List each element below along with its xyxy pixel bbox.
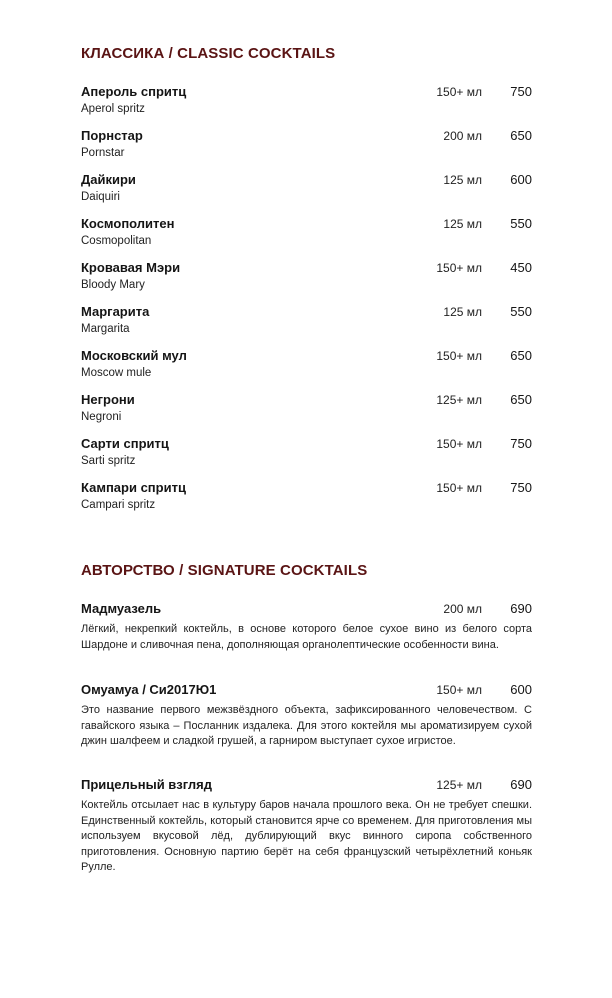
list-item: [81, 304, 532, 348]
cocktail-name-en: Daiquiri: [81, 191, 120, 203]
cocktail-name-en: Negroni: [81, 411, 122, 423]
cocktail-name: Московский мул: [81, 348, 187, 363]
cocktail-price: 600: [510, 172, 532, 187]
cocktail-name-en: Pornstar: [81, 147, 125, 159]
cocktail-name: Мадмуазель: [81, 601, 162, 616]
cocktail-price: 650: [510, 348, 532, 363]
cocktail-name-en: Moscow mule: [81, 367, 152, 379]
cocktail-price: 650: [510, 392, 532, 407]
cocktail-volume: 125 мл: [443, 173, 482, 187]
list-item: [81, 260, 532, 304]
cocktail-name-en: Campari spritz: [81, 499, 156, 511]
cocktail-description: Это название первого межзвёздного объекта, зафиксированного человечеством. С гавайского языка – Посланник издалека. Для этого коктейля мы ароматизируем сухой джин шалфеем и сладкой грушей, а гарниром выступает сухое игристое.: [81, 704, 532, 747]
cocktail-volume: 150+ мл: [436, 683, 482, 697]
cocktail-name: Дайкири: [81, 172, 136, 187]
cocktail-name-en: Cosmopolitan: [81, 235, 152, 247]
cocktail-name: Апероль спритц: [81, 84, 187, 99]
list-item: [81, 216, 532, 260]
cocktail-price: 750: [510, 84, 532, 99]
cocktail-name: Кампари спритц: [81, 480, 186, 495]
signature-item: [81, 682, 532, 750]
cocktail-price: 750: [510, 436, 532, 451]
cocktail-name-en: Bloody Mary: [81, 279, 145, 291]
cocktail-description: Лёгкий, некрепкий коктейль, в основе которого белое сухое вино из белого сорта Шардоне и сливочная пена, дополняющая органолептические особенности вина.: [81, 623, 532, 651]
cocktail-name: Порнстар: [81, 128, 143, 143]
cocktail-volume: 125 мл: [443, 305, 482, 319]
cocktail-name: Омуамуа / Си2017Ю1: [81, 682, 217, 697]
list-item: [81, 172, 532, 216]
cocktail-volume: 125+ мл: [436, 778, 482, 792]
cocktail-volume: 150+ мл: [436, 481, 482, 495]
cocktail-description: Коктейль отсылает нас в культуру баров начала прошлого века. Он не требует спешки. Единственный коктейль, который становится ярче со временем. Для приготовления мы используем вкусовой лёд, дублирующий вкус винного сиропа собственного приготовления. Основную партию берёт на себя французский четырёхлетний коньяк Рулле.: [81, 799, 532, 873]
cocktail-volume: 150+ мл: [436, 261, 482, 275]
list-item: [81, 128, 532, 172]
cocktail-name: Сарти спритц: [81, 436, 169, 451]
list-item: [81, 84, 532, 128]
cocktail-volume: 150+ мл: [436, 437, 482, 451]
cocktail-price: 690: [510, 601, 532, 616]
cocktail-price: 690: [510, 777, 532, 792]
cocktail-name-en: Aperol spritz: [81, 103, 145, 115]
cocktail-price: 600: [510, 682, 532, 697]
list-item: [81, 436, 532, 480]
cocktail-volume: 200 мл: [443, 602, 482, 616]
classic-cocktail-list: [81, 84, 532, 524]
cocktail-name-en: Sarti spritz: [81, 455, 136, 467]
cocktail-price: 450: [510, 260, 532, 275]
cocktail-name: Негрони: [81, 392, 135, 407]
cocktail-name: Кровавая Мэри: [81, 260, 181, 275]
list-item: [81, 480, 532, 524]
cocktail-volume: 150+ мл: [436, 349, 482, 363]
cocktail-name: Прицельный взгляд: [81, 777, 212, 792]
cocktail-volume: 125 мл: [443, 217, 482, 231]
cocktail-price: 650: [510, 128, 532, 143]
cocktail-price: 550: [510, 304, 532, 319]
cocktail-name: Космополитен: [81, 216, 175, 231]
cocktail-name: Маргарита: [81, 304, 150, 319]
list-item: [81, 392, 532, 436]
signature-section-title: АВТОРСТВО / SIGNATURE COCKTAILS: [81, 562, 368, 579]
list-item: [81, 348, 532, 392]
cocktail-volume: 200 мл: [443, 129, 482, 143]
cocktail-volume: 125+ мл: [436, 393, 482, 407]
cocktail-name-en: Margarita: [81, 323, 130, 335]
signature-item: [81, 777, 532, 876]
cocktail-price: 550: [510, 216, 532, 231]
classic-section-title: КЛАССИКА / CLASSIC COCKTAILS: [81, 45, 336, 62]
signature-item: [81, 601, 532, 653]
cocktail-price: 750: [510, 480, 532, 495]
cocktail-volume: 150+ мл: [436, 85, 482, 99]
